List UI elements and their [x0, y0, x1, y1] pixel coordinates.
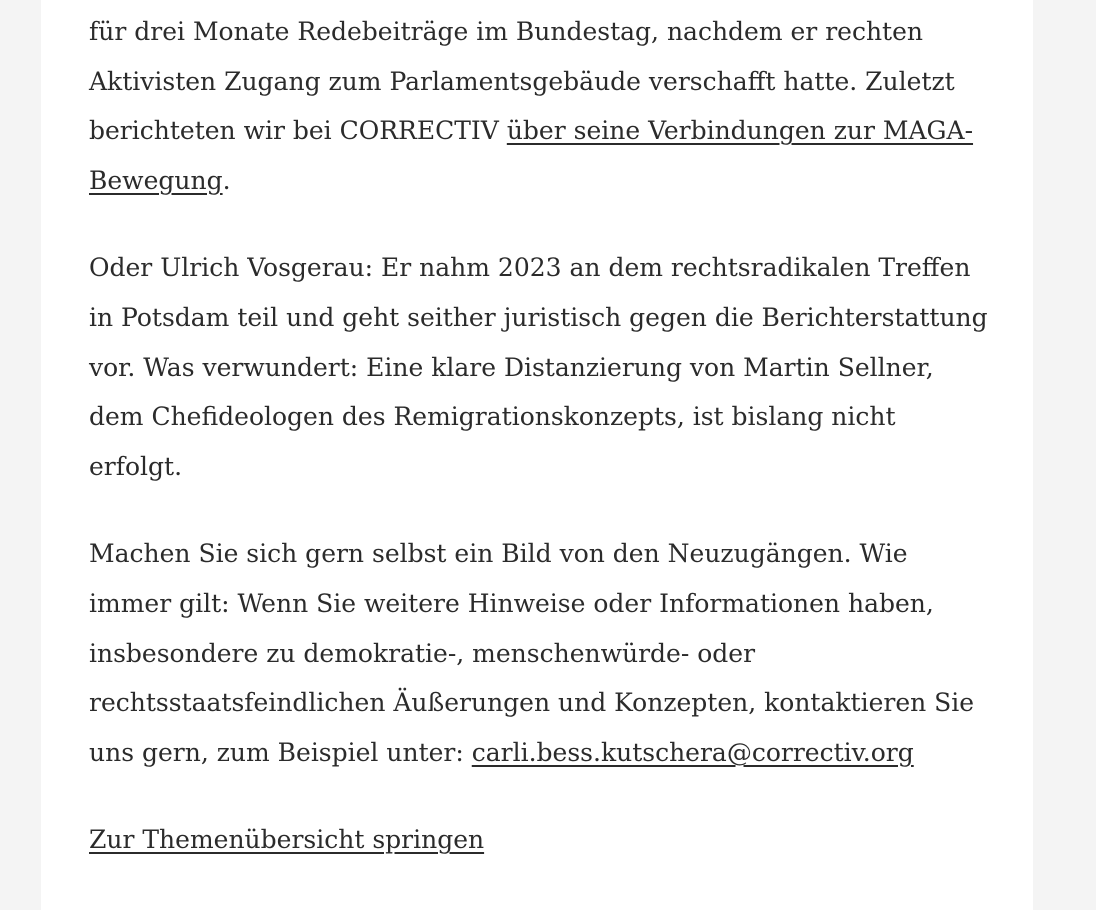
paragraph-vosgerau: Oder Ulrich Vosgerau: Er nahm 2023 an dem rechtsradikalen Treffen in Potsdam teil und geht seither juristisch gegen die Berichterstattung vor. Was verwundert: Eine klare Distanzierung von Martin Sellner, dem Chefideologen des Remigrationskonzepts, ist bislang nicht erfolgt.	[89, 253, 988, 481]
contact-email-link[interactable]: carli.bess.kutschera@correctiv.org	[471, 737, 914, 767]
maga-connections-link[interactable]: über seine Verbindungen zur MAGA-Bewegung	[89, 116, 974, 195]
paragraph-contact	[89, 529, 989, 777]
paragraph-bundestag	[89, 7, 989, 205]
paragraph-overview	[89, 815, 989, 865]
paragraph-bundestag-end: .	[222, 165, 231, 195]
article-body	[89, 7, 989, 903]
article-page	[41, 0, 1033, 910]
paragraph-contact-text: Machen Sie sich gern selbst ein Bild von den Neuzugängen. Wie immer gilt: Wenn Sie weitere Hinweise oder Informationen haben, insbesondere zu demokratie-, menschenwürde- oder rechtsstaatsfeindlichen Äußerungen und Konzepten, kontaktieren Sie uns gern, zum Beispiel unter:	[89, 539, 975, 767]
paragraph-bundestag-text: für drei Monate Redebeiträge im Bundestag, nachdem er rechten Aktivisten Zugang zum Parlamentsgebäude verschafft hatte. Zuletzt berichteten wir bei CORRECTIV	[89, 17, 955, 146]
topic-overview-link[interactable]: Zur Themenübersicht springen	[89, 825, 485, 855]
